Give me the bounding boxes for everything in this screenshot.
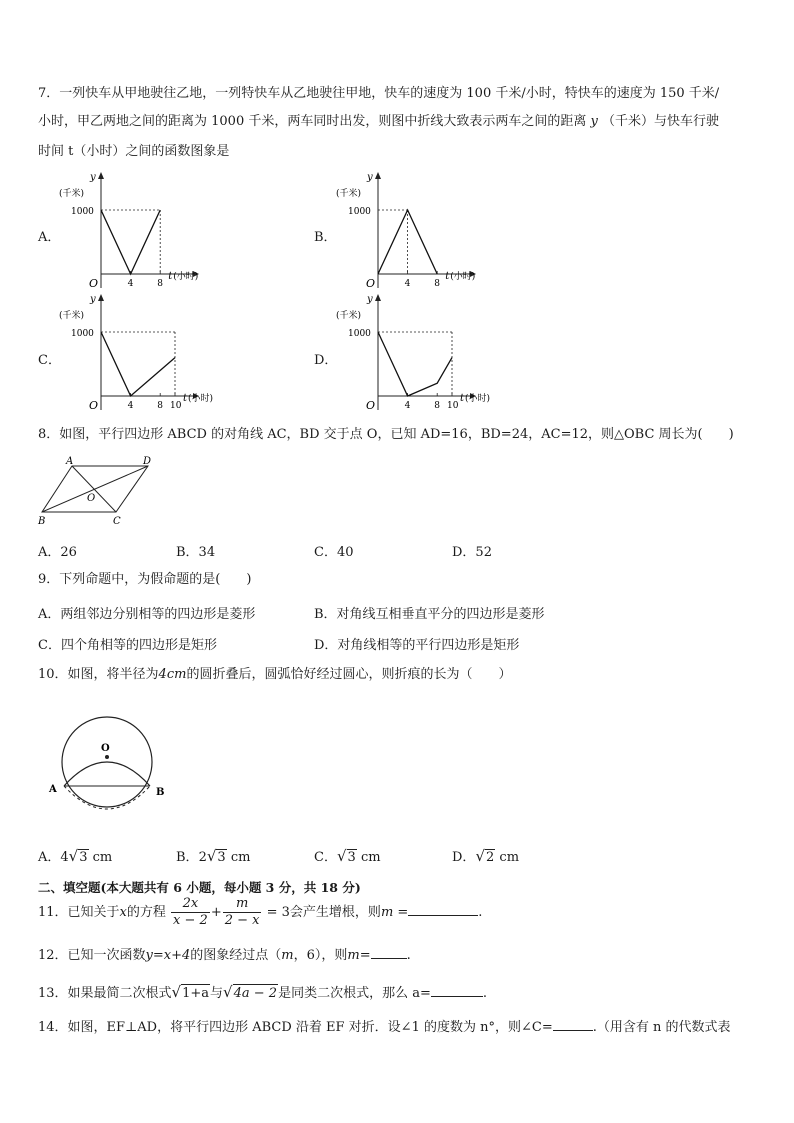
- q13-post: 是同类二次根式，那么 a=: [278, 986, 431, 1001]
- q10-circle-figure: [44, 708, 174, 820]
- q10-option-b: [176, 846, 250, 865]
- y-axis-arrow-icon: [375, 172, 381, 179]
- q13-pre: 13．如果最简二次根式: [38, 986, 172, 1001]
- q10-option-a-coef: 4: [60, 850, 69, 865]
- y-value-label: 1000: [348, 207, 371, 217]
- q7-line2-text: 小时，甲乙两地之间的距离为 1000 千米，两车同时出发，则图中折线大致表示两车之间的距离: [38, 114, 587, 129]
- q7-option-a-label: A．: [38, 230, 61, 245]
- point-a-label: A: [49, 784, 57, 795]
- t-unit-label: (小时): [173, 272, 199, 282]
- y-value-label: 1000: [348, 329, 371, 339]
- q9-option-d: D．对角线相等的平行四边形是矩形: [314, 638, 520, 653]
- q10-option-c-unit: cm: [360, 850, 381, 865]
- q11-frac2-num: m: [223, 896, 262, 913]
- q7-graph-a: [55, 170, 205, 290]
- q11-var: x: [119, 905, 127, 920]
- tick-label-10: 10: [170, 401, 182, 411]
- q11-fraction-1: [171, 896, 210, 929]
- q7-line2-var: y: [590, 114, 598, 129]
- point-a-label: A: [66, 456, 74, 467]
- sqrt-icon: √: [223, 983, 233, 1001]
- y-axis-label: y: [367, 294, 373, 305]
- q11-fraction-2: [223, 896, 262, 929]
- q10-option-d-label: D．: [452, 850, 476, 865]
- q10-text: [38, 666, 511, 684]
- q8-option-a: A．26: [38, 545, 77, 560]
- q9-option-c: C．四个角相等的四边形是矩形: [38, 638, 217, 653]
- q13-radicand-2: 4a − 2: [233, 986, 278, 1001]
- q10-option-c-radicand: 3: [347, 850, 356, 865]
- q10-option-c-label: C．: [314, 850, 337, 865]
- q10-option-b-coef: 2: [198, 850, 207, 865]
- y-axis-arrow-icon: [98, 294, 104, 301]
- q14: [38, 1019, 731, 1037]
- q10-option-b-label: B．: [176, 850, 199, 865]
- point-c-label: C: [113, 516, 121, 527]
- q7-graph-c: [55, 292, 214, 412]
- q7-option-d-label: D．: [314, 353, 338, 368]
- q11-mid: 的方程: [126, 905, 166, 920]
- y-unit-label: (千米): [336, 311, 362, 321]
- sqrt-icon: √: [206, 847, 217, 865]
- tick-label-8: 8: [434, 279, 440, 289]
- y-unit-label: (千米): [59, 189, 85, 199]
- q11-post: 会产生增根，则: [289, 905, 381, 920]
- q11-m-eq: m =: [380, 905, 409, 920]
- q7-graph-b: [332, 170, 482, 290]
- q11-pre: 11．已知关于: [38, 905, 120, 920]
- y-unit-label: (千米): [336, 189, 362, 199]
- q11-end: .: [478, 905, 483, 920]
- q7-line2-tail: （千米）与快车行驶: [602, 114, 720, 129]
- q10-option-b-radicand: 3: [217, 850, 226, 865]
- sqrt-icon: √: [336, 847, 347, 865]
- q7-option-c-label: C．: [38, 353, 61, 368]
- sqrt-icon: √: [68, 847, 79, 865]
- tick-label-10: 10: [447, 401, 459, 411]
- tick-label-4: 4: [404, 279, 411, 289]
- t-unit-label: (小时): [465, 394, 491, 404]
- q12-end: .: [406, 948, 411, 963]
- tick-label-4: 4: [404, 401, 411, 411]
- q14-text: 14．如图，EF⊥AD，将平行四边形 ABCD 沿着 EF 对折．设∠1 的度数为 n°，则∠C=: [38, 1020, 553, 1035]
- q11-frac2-den: 2 − x: [224, 913, 260, 928]
- sqrt-icon: √: [171, 983, 182, 1001]
- q10-option-a-unit: cm: [92, 850, 113, 865]
- q10-option-d-radicand: 2: [486, 850, 495, 865]
- q12-m: m: [281, 948, 294, 963]
- q11-frac1-den: x − 2: [173, 913, 208, 928]
- q10-text-pre: 10．如图，将半径为: [38, 667, 159, 682]
- q8-option-c: C．40: [314, 545, 354, 560]
- q12-ans: m=: [347, 948, 371, 963]
- y-axis-label: y: [90, 294, 96, 305]
- t-axis-label: t: [183, 393, 188, 404]
- q13: [38, 983, 487, 1003]
- q11: [38, 896, 482, 929]
- sqrt-icon: √: [475, 847, 485, 865]
- q13-radicand-1: 1+a: [182, 986, 210, 1001]
- q10-option-d-unit: cm: [499, 850, 520, 865]
- folded-arc: [64, 762, 150, 786]
- origin-label: O: [89, 399, 99, 412]
- q11-plus: +: [210, 905, 222, 920]
- q12-mid: 的图象经过点（: [190, 948, 282, 963]
- q7-graph-d: [332, 292, 491, 412]
- q10-option-a-label: A．: [38, 850, 61, 865]
- point-b-label: B: [38, 516, 46, 527]
- q14-answer-blank[interactable]: [553, 1030, 593, 1031]
- section-2-title: 二、填空题(本大题共有 6 小题，每小题 3 分，共 18 分): [38, 880, 361, 895]
- q7-line2: [38, 113, 719, 131]
- y-axis-arrow-icon: [375, 294, 381, 301]
- y-value-label: 1000: [71, 207, 94, 217]
- y-unit-label: (千米): [59, 311, 85, 321]
- dashed-arc: [64, 786, 150, 809]
- distance-polyline: [101, 210, 160, 274]
- t-axis-label: t: [168, 271, 173, 282]
- t-unit-label: (小时): [450, 272, 476, 282]
- point-o-label: O: [101, 743, 110, 754]
- point-b-label: B: [156, 787, 165, 798]
- q7-line1: 7．一列快车从甲地驶往乙地，一列特快车从乙地驶往甲地，快车的速度为 100 千米/小时，特快车的速度为 150 千米/: [38, 86, 720, 101]
- tick-label-4: 4: [127, 279, 134, 289]
- q14-end: .（用含有 n 的代数式表: [592, 1020, 731, 1035]
- q10-text-post: 的圆折叠后，圆弧恰好经过圆心，则折痕的长为（ ）: [186, 667, 512, 682]
- q9-text: 9．下列命题中，为假命题的是( ): [38, 572, 252, 587]
- q8-text: 8．如图，平行四边形 ABCD 的对角线 AC，BD 交于点 O，已知 AD=16，BD=24，AC=12，则△OBC 周长为( ): [38, 427, 734, 442]
- q8-option-b: B．34: [176, 545, 216, 560]
- q11-eq: = 3: [266, 905, 290, 920]
- y-axis-label: y: [90, 172, 96, 183]
- q10-option-c: [314, 846, 381, 865]
- distance-polyline: [378, 332, 452, 396]
- q12-pre: 12．已知一次函数: [38, 948, 146, 963]
- tick-label-8: 8: [157, 401, 163, 411]
- t-axis-label: t: [460, 393, 465, 404]
- q10-radius: 4cm: [158, 667, 187, 682]
- origin-label: O: [89, 277, 99, 290]
- q10-option-a-radicand: 3: [79, 850, 88, 865]
- q12-post: ，6），则: [293, 948, 348, 963]
- distance-polyline: [101, 332, 175, 396]
- q12-answer-blank[interactable]: [371, 958, 407, 959]
- point-o-label: O: [87, 493, 96, 504]
- q13-answer-blank[interactable]: [431, 996, 483, 997]
- q8-option-d: D．52: [452, 545, 492, 560]
- q11-answer-blank[interactable]: [408, 915, 478, 916]
- t-axis-label: t: [445, 271, 450, 282]
- center-point: [105, 755, 109, 759]
- tick-label-8: 8: [157, 279, 163, 289]
- q10-option-a: [38, 846, 112, 865]
- tick-label-8: 8: [434, 401, 440, 411]
- y-value-label: 1000: [71, 329, 94, 339]
- q13-end: .: [482, 986, 487, 1001]
- y-axis-arrow-icon: [98, 172, 104, 179]
- q9-option-a: A．两组邻边分别相等的四边形是菱形: [38, 607, 256, 622]
- q7-line3: 时间 t（小时）之间的函数图象是: [38, 144, 230, 159]
- q12-func: y=x+4: [145, 948, 191, 963]
- q13-mid: 与: [210, 986, 224, 1001]
- q10-option-d: [452, 846, 519, 865]
- q11-frac1-num: 2x: [171, 896, 210, 913]
- t-unit-label: (小时): [188, 394, 214, 404]
- q9-option-b: B．对角线互相垂直平分的四边形是菱形: [314, 607, 545, 622]
- q12: [38, 947, 411, 965]
- origin-label: O: [366, 277, 376, 290]
- point-d-label: D: [143, 456, 152, 467]
- tick-label-4: 4: [127, 401, 134, 411]
- q8-parallelogram-figure: [36, 454, 166, 530]
- q7-option-b-label: B．: [314, 230, 337, 245]
- y-axis-label: y: [367, 172, 373, 183]
- q10-option-b-unit: cm: [230, 850, 251, 865]
- origin-label: O: [366, 399, 376, 412]
